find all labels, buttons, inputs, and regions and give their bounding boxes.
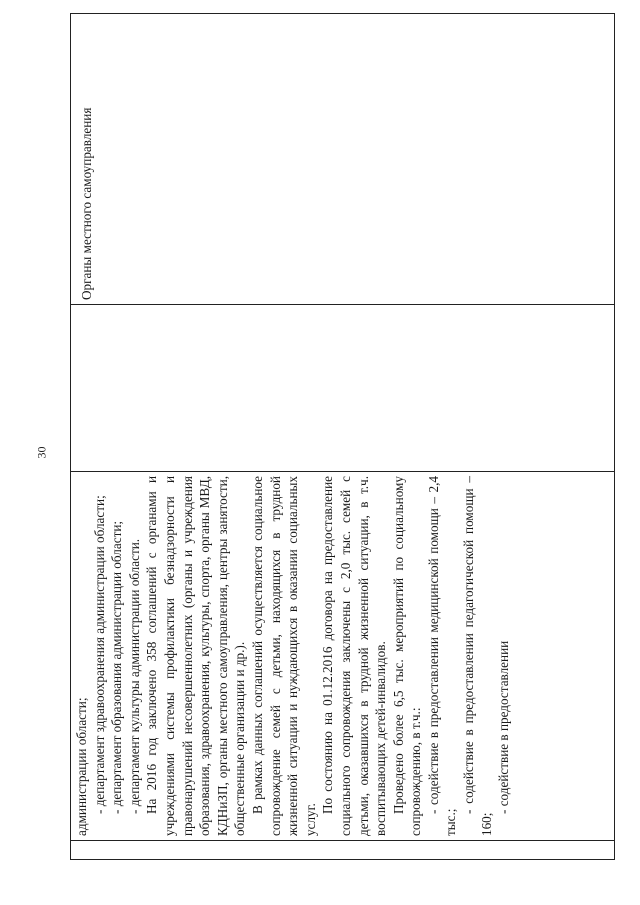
paragraph-11: - содействие в предоставлении <box>496 640 512 814</box>
paragraph-3: - департамент образования администрации области; <box>109 520 125 814</box>
table-cell-responsible <box>71 14 615 305</box>
table-cell-empty-first <box>71 841 615 860</box>
rotated-table-wrapper <box>70 50 615 860</box>
paragraph-2: - департамент здравоохранения администрации области; <box>91 495 107 814</box>
paragraph-1: администрации области; <box>74 697 89 836</box>
paragraph-9: - содействие в предоставлении медицинской помощи – 2,4 тыс.; <box>425 476 459 836</box>
table-row <box>71 14 615 860</box>
paragraph-7: По состоянию на 01.12.2016 договора на предоставление социального сопровождения заключены с 2,0 тыс. семей с детьми, оказавшихся в трудной жизненной ситуации, в т.ч. воспитывающих детей-инвалидов. <box>320 476 389 836</box>
responsible-organization: Органы местного самоуправления <box>79 107 94 300</box>
paragraph-6: В рамках данных соглашений осуществляется социальное сопровождение семей с детьми, находящихся в трудной жизненной ситуации и нуждающихся в оказании социальных услуг. <box>249 476 318 836</box>
page-number: 30 <box>34 446 49 459</box>
table-cell-description <box>71 472 615 841</box>
paragraph-4: - департамент культуры администрации области. <box>126 538 142 814</box>
paragraph-10: - содействие в предоставлении педагогической помощи – 160; <box>461 476 494 836</box>
table-cell-empty-middle <box>71 305 615 472</box>
document-table <box>70 13 615 860</box>
paragraph-8: Проведено более 6,5 тыс. мероприятий по социальному сопровождению, в т.ч.: <box>390 476 424 836</box>
paragraph-5: На 2016 год заключено 358 соглашений с органами и учреждениями системы профилактики безнадзорности и правонарушений несовершеннолетних (органы и учреждения образования, здравоохранения, культуры, спорта, органы МВД, КДНиЗП, органы местного самоуправления, центры занятости, общественные организации и др.). <box>144 476 248 836</box>
